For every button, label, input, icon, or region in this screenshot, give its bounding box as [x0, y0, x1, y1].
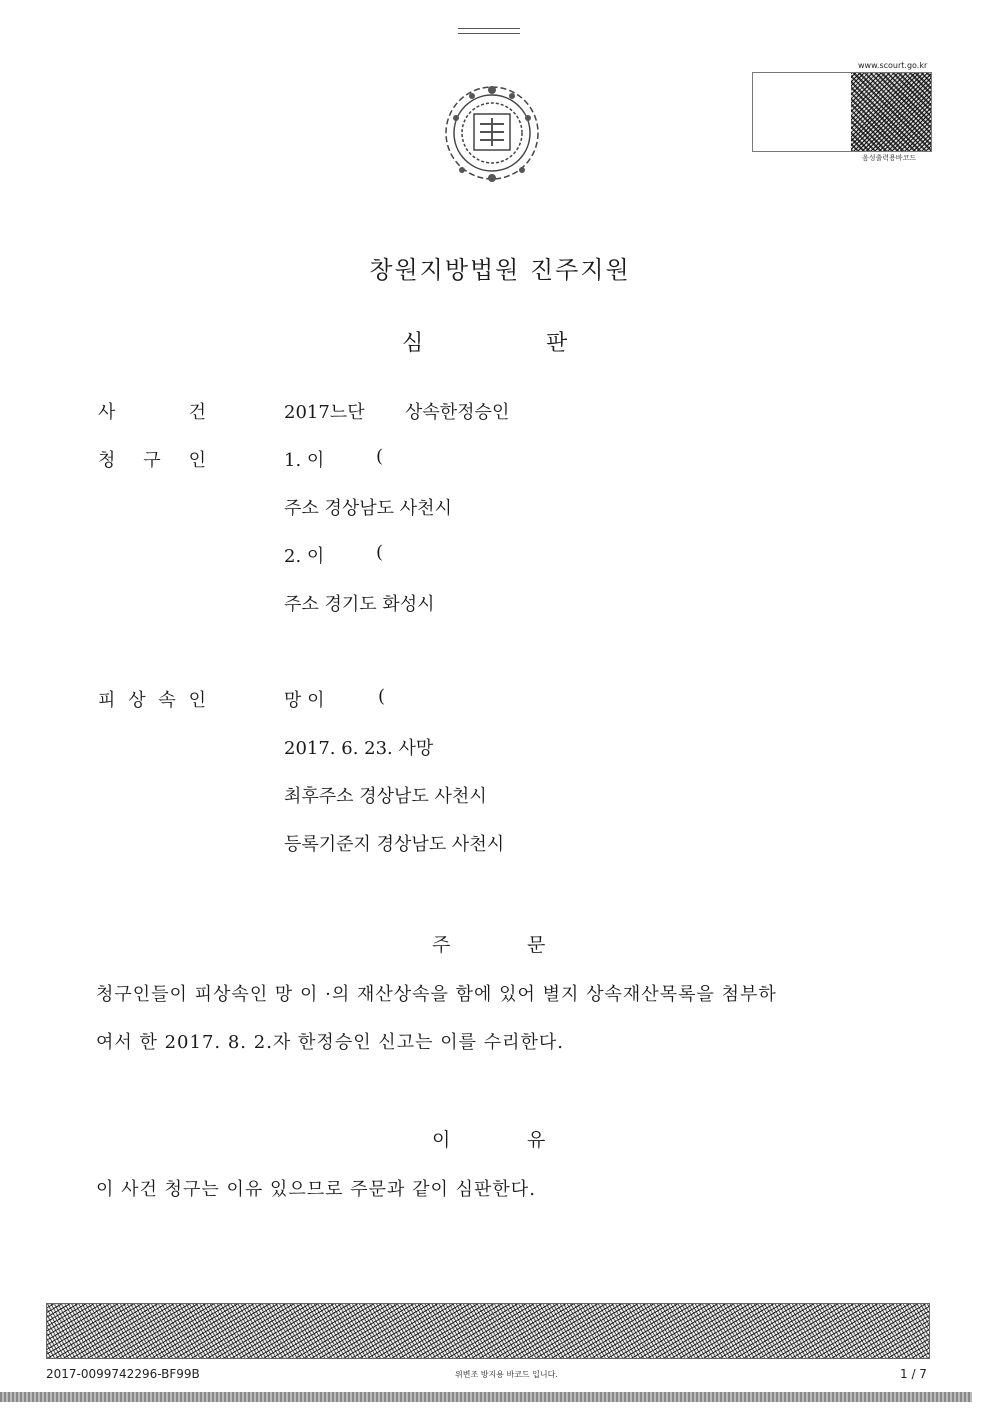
- claimant-2-name: 2. 이: [284, 546, 325, 567]
- decedent-label-char: 상: [128, 690, 146, 711]
- claimant-label-char: 인: [188, 450, 206, 471]
- reason-heading-right: 유: [527, 1129, 546, 1151]
- order-heading-left: 주: [432, 934, 451, 956]
- case-number: 2017느단: [284, 402, 365, 423]
- reason-heading-left: 이: [432, 1129, 451, 1151]
- voice-barcode-pattern: [851, 73, 931, 151]
- court-seal-emblem: [442, 78, 542, 188]
- case-label-char: 사: [98, 402, 116, 423]
- voice-barcode-box: [752, 72, 932, 152]
- claimant-label: [98, 446, 206, 472]
- doc-title-right: 판: [546, 331, 568, 356]
- order-heading-right: 문: [527, 934, 546, 956]
- decedent-label-char: 속: [158, 690, 176, 711]
- decedent-label-char: 인: [188, 690, 206, 711]
- claimant-label-char: 구: [143, 450, 161, 471]
- decedent-last-address: 최후주소 경상남도 사천시: [284, 786, 487, 807]
- order-line-2: 여서 한 2017. 8. 2.자 한정승인 신고는 이를 수리한다.: [96, 1032, 564, 1053]
- claimant-2-paren: (: [376, 542, 384, 563]
- barcode-note: 위변조 방지용 바코드 입니다.: [455, 1370, 558, 1379]
- doc-code: 2017-0099742296-BF99B: [46, 1367, 200, 1381]
- decedent-death: 2017. 6. 23. 사망: [284, 738, 434, 759]
- claimant-1-paren: (: [376, 446, 384, 467]
- decedent-label-char: 피: [98, 690, 116, 711]
- barcode-caption: 음성출력용바코드: [862, 154, 917, 162]
- case-type: 상속한정승인: [405, 402, 510, 423]
- claimant-2-address: 주소 경기도 화성시: [284, 594, 435, 615]
- decedent-label: [98, 686, 206, 712]
- claimant-1-name: 1. 이: [284, 450, 325, 471]
- doc-title-left: 심: [402, 331, 424, 356]
- page-number: 1 / 7: [900, 1367, 927, 1381]
- site-url: www.scourt.go.kr: [858, 61, 928, 70]
- scan-edge-strip: [0, 1392, 972, 1402]
- case-label: [98, 398, 206, 424]
- claimant-1-address: 주소 경상남도 사천시: [284, 498, 452, 519]
- top-binding-mark: [458, 28, 520, 34]
- decedent-paren: (: [378, 686, 386, 707]
- court-name: 창원지방법원 진주지원: [369, 256, 631, 284]
- case-label-char: 건: [188, 402, 206, 423]
- claimant-label-char: 청: [98, 450, 116, 471]
- reason-line-1: 이 사건 청구는 이유 있으므로 주문과 같이 심판한다.: [96, 1179, 536, 1200]
- anti-forgery-barcode: [46, 1303, 930, 1359]
- decedent-name: 망 이: [284, 690, 325, 711]
- order-line-1: 청구인들이 피상속인 망 이 ·의 재산상속을 함에 있어 별지 상속재산목록을 첨부하: [96, 984, 777, 1005]
- decedent-registry: 등록기준지 경상남도 사천시: [284, 834, 505, 855]
